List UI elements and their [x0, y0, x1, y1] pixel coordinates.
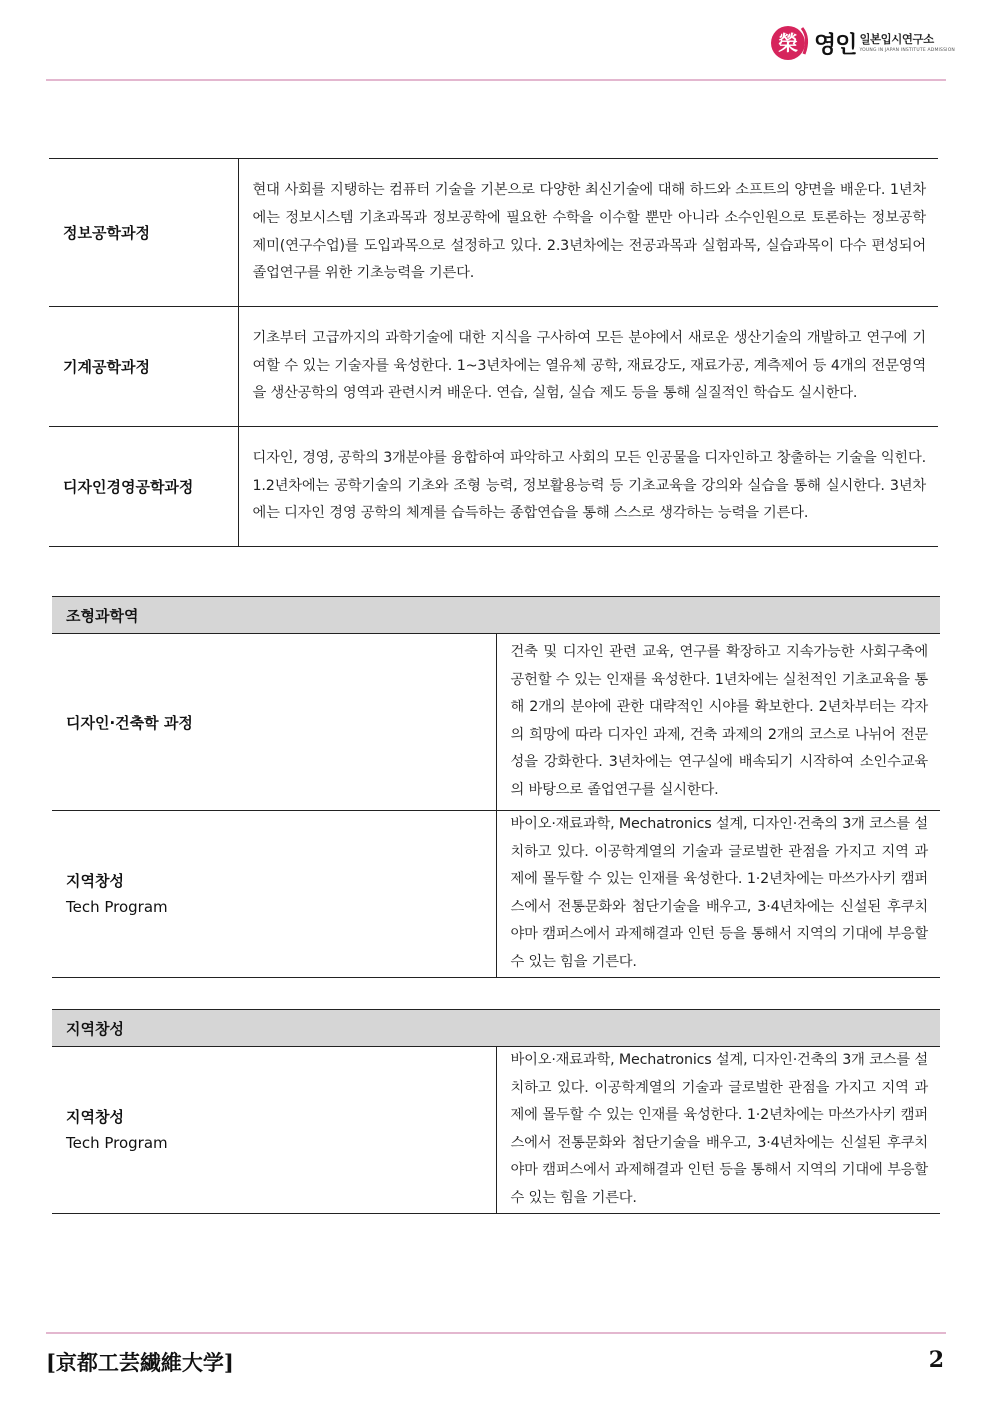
row-label: 정보공학과정: [49, 159, 238, 307]
brand-tagline: YOUNG IN JAPAN INSTITUTE ADMISSION: [859, 48, 956, 53]
formative-science-table: [52, 596, 940, 978]
row-label: 디자인·건축학 과정: [52, 634, 496, 811]
row-label-english: Tech Program: [66, 1133, 168, 1152]
row-label: 기계공학과정: [49, 307, 238, 427]
section-header-row: [52, 1010, 940, 1047]
row-description: 현대 사회를 지탱하는 컴퓨터 기술을 기본으로 다양한 최신기술에 대해 하드와 소프트의 양면을 배운다. 1년차에는 정보시스템 기초과목과 정보공학에 필요한 수학을 이수할 뿐만 아니라 소수인원으로 토론하는 정보공학제미(연구수업)를 도입과목으로 설정하고 있다. 2.3년차에는 전공과목과 실험과목, 실습과목이 다수 편성되어 졸업연구를 위한 기초능력을 기른다.: [238, 159, 938, 307]
page-number: 2: [928, 1347, 944, 1373]
department-table: [49, 158, 938, 547]
table-row: [52, 1047, 940, 1214]
row-description: 기초부터 고급까지의 과학기술에 대한 지식을 구사하여 모든 분야에서 새로운 생산기술의 개발하고 연구에 기여할 수 있는 기술자를 육성한다. 1~3년차에는 열유체 공학, 재료강도, 재료가공, 계측제어 등 4개의 전문영역을 생산공학의 영역과 관련시켜 배운다. 연습, 실험, 실습 제도 등을 통해 실질적인 학습도 실시한다.: [238, 307, 938, 427]
row-description: 디자인, 경영, 공학의 3개분야를 융합하여 파악하고 사회의 모든 인공물을 디자인하고 창출하는 기술을 익힌다. 1.2년차에는 공학기술의 기초와 조형 능력, 정보활용능력 등 기초교육을 강의와 실습을 통해 실시한다. 3년차에는 디자인 경영 공학의 체계를 습득하는 종합연습을 통해 스스로 생각하는 능력을 기른다.: [238, 427, 938, 547]
row-label-english: Tech Program: [66, 897, 168, 916]
table-row: [49, 427, 938, 547]
brand-emblem-icon: [768, 22, 812, 62]
footer-divider: [46, 1332, 946, 1334]
row-label-cell: [52, 811, 496, 978]
table-row: [52, 811, 940, 978]
row-label: 지역창성: [66, 871, 124, 890]
row-description: 바이오·재료과학, Mechatronics 설계, 디자인·건축의 3개 코스를 설치하고 있다. 이공학계열의 기술과 글로벌한 관점을 가지고 지역 과제에 몰두할 수 있는 인재를 육성한다. 1·2년차에는 마쓰가사키 캠퍼스에서 전통문화와 첨단기술을 배우고, 3·4년차에는 신설된 후쿠치야마 캠퍼스에서 과제해결과 인턴 등을 통해서 지역의 기대에 부응할 수 있는 힘을 기른다.: [496, 1047, 940, 1214]
header-divider: [46, 79, 946, 81]
row-label: 지역창성: [66, 1107, 124, 1126]
section-header-row: [52, 597, 940, 634]
university-title: [京都工芸繊維大学]: [46, 1350, 234, 1375]
row-description: 건축 및 디자인 관련 교육, 연구를 확장하고 지속가능한 사회구축에 공헌할 수 있는 인재를 육성한다. 1년차에는 실천적인 기초교육을 통해 2개의 분야에 관한 대략적인 시야를 확보한다. 2년차부터는 각자의 희망에 따라 디자인 과제, 건축 과제의 2개의 코스로 나뉘어 전문성을 강화한다. 3년차에는 연구실에 배속되기 시작하여 소인수교육의 바탕으로 졸업연구를 실시한다.: [496, 634, 940, 811]
section-title: 지역창성: [52, 1010, 940, 1047]
regional-creation-table: [52, 1009, 940, 1214]
row-description: 바이오·재료과학, Mechatronics 설계, 디자인·건축의 3개 코스를 설치하고 있다. 이공학계열의 기술과 글로벌한 관점을 가지고 지역 과제에 몰두할 수 있는 인재를 육성한다. 1·2년차에는 마쓰가사키 캠퍼스에서 전통문화와 첨단기술을 배우고, 3·4년차에는 신설된 후쿠치야마 캠퍼스에서 과제해결과 인턴 등을 통해서 지역의 기대에 부응할 수 있는 힘을 기른다.: [496, 811, 940, 978]
svg-text:榮: 榮: [778, 31, 798, 55]
brand-logo: [768, 22, 955, 62]
table-row: [52, 634, 940, 811]
brand-name: 영인: [814, 31, 857, 58]
row-label-cell: [52, 1047, 496, 1214]
section-title: 조형과학역: [52, 597, 940, 634]
brand-subtitle: 일본입시연구소: [859, 32, 934, 46]
row-label: 디자인경영공학과정: [49, 427, 238, 547]
table-row: [49, 159, 938, 307]
table-row: [49, 307, 938, 427]
